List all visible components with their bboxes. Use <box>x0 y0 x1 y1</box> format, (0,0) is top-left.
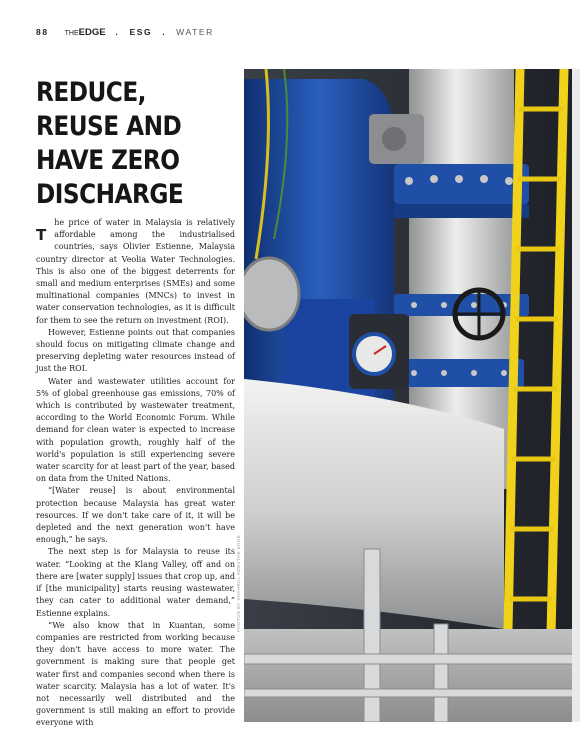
paragraph-5: The next step is for Malaysia to reuse its water. “Looking at the Klang Valley, off and on there are [water supply] issues that crop up, and if [the municipality] starts reusing wastewater, they can cater to additional water demand,” Estienne explains. <box>36 547 235 618</box>
paragraph-6: “We also know that in Kuantan, some companies are restricted from working because they don't have access to more water. The government is making sure that people get water first and companies second when there is water scarcity. Malaysia has a lot of water. It's not necessarily well distributed and the government is still making an effort to provide everyone with <box>36 620 235 728</box>
topic-label: WATER <box>176 27 214 37</box>
paragraph-1: T he price of water in Malaysia is relatively affordable among the industrialised countries, says Olivier Estienne, Malaysia country director at Veolia Water Technologies. This is also one of the biggest deterrents for small and medium enterprises (SMEs) and some multinational companies (MNCs) to invest in water conservation technologies, as it is difficult for them to see the return on investment (ROI). <box>36 218 235 325</box>
paragraph-2: However, Estienne points out that companies should focus on mitigating climate change and preserving depleting water resources instead of just the ROI. <box>36 327 235 374</box>
photo-credit: PHOTOS BY SHAHRUL AZMI/THE EDGE <box>236 534 241 632</box>
water-treatment-plant-illustration <box>244 69 580 722</box>
article-photo <box>244 69 580 722</box>
paragraph-3: Water and wastewater utilities account for 5% of global greenhouse gas emissions, 70% of which is contributed by wastewater treatment, according to the World Economic Forum. While demand for clean water is expected to increase with population growth, roughly half of the world's population is still experiencing severe water scarcity for at least part of the year, based on data from the United Nations. <box>36 376 235 484</box>
header-separator-2: . <box>162 27 167 37</box>
page-number: 88 <box>36 27 49 37</box>
article-body <box>36 217 235 730</box>
drop-cap: T <box>36 226 47 244</box>
brand-logo: THEEDGE <box>64 27 106 38</box>
paragraph-4: “[Water reuse] is about environmental protection because Malaysia has great water resources. If we don't take care of it, it will be depleted and the next generation won't have enough,” he says. <box>36 486 235 545</box>
running-header <box>36 27 214 38</box>
section-label: ESG <box>129 27 153 37</box>
article-headline: REDUCE, REUSE AND HAVE ZERO DISCHARGE <box>36 77 184 210</box>
header-separator: . <box>115 27 120 37</box>
